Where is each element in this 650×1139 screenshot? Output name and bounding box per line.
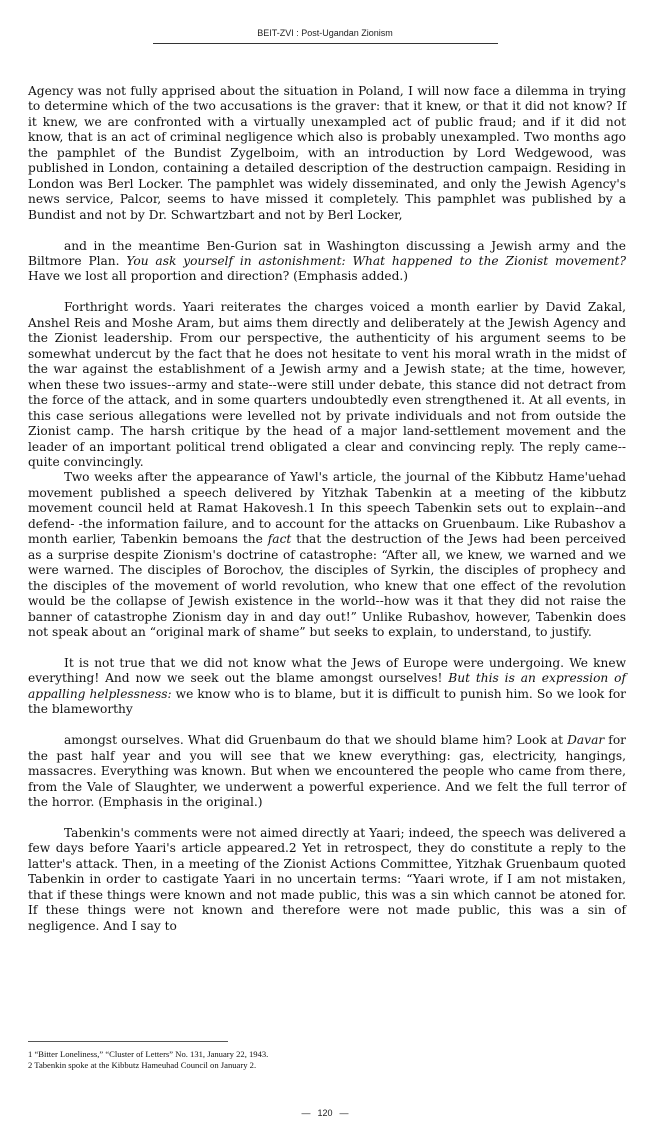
paragraph-3: Forthright words. Yaari reiterates the charges voiced a month earlier by David Zakal, Anshel Reis and Moshe Aram, but aims them directly and deliberately at the Jewish Agency and the Zionist leadership. From our perspective, the authenticity of his argument seems to be somewhat undercut by the fact that he does not hesitate to vent his moral wrath in the midst of the war against the establishment of a Jewish army and a Jewish state; at the time, however, when these two issues--army and state--were still under debate, this stance did not detract from the force of the attack, and in some quarters undoubtedly even strengthened it. At all events, in this case serious allegations were levelled not by private individuals and not from outside the Zionist camp. The harsh critique by the head of a major land-settlement movement and the leader of an important political trend obligated a clear and convincing reply. The reply came--quite convincingly. bbox=[28, 300, 626, 469]
paragraph-4-emphasis: fact bbox=[267, 532, 292, 547]
paragraph-2-text-a: and in the meantime Ben-Gurion sat in Washington discussing a Jewish army and the Biltmore Plan. bbox=[28, 238, 626, 269]
paragraph-4-text-a: Two weeks after the appearance of Yawl's article, the journal of the Kibbutz Hame'uehad movement published a speech delivered by Yitzhak Tabenkin at a meeting of the kibbutz movement council held at Ramat Hakovesh.1 In this speech Tabenkin sets out to explain--and defend- -the information failure, and to account for the attacks on Gruenbaum. Like Rubashov a month earlier, Tabenkin bemoans the bbox=[28, 470, 626, 547]
paragraph-2-emphasis: You ask yourself in astonishment: What happened to the Zionist movement? bbox=[126, 254, 626, 269]
paragraph-6-text-b: for the past half year and you will see that we knew everything: gas, electricity, hangings, massacres. Everything was known. But when we encountered the people who came from there, from the Vale of Slaughter, we underwent a powerful experience. And we felt the full terror of the horror. (Emphasis in the original.) bbox=[28, 733, 626, 810]
paragraph-5 bbox=[28, 656, 626, 718]
paragraph-4-text-b: that the destruction of the Jews had been perceived as a surprise despite Zionism's doctrine of catastrophe: “After all, we knew, we warned and we were warned. The disciples of Borochov, the disciples of Syrkin, the disciples of prophecy and the disciples of the movement of world revolution, who knew that one effect of the revolution would be the collapse of Jewish existence in the world--how was it that they did not raise the banner of catastrophe Zionism day in and day out!” Unlike Rubashov, however, Tabenkin does not speak about an “original mark of shame” but seeks to explain, to understand, to justify. bbox=[28, 532, 626, 639]
footnote-1: 1 “Bitter Loneliness,” “Cluster of Letters” No. 131, January 22, 1943. bbox=[28, 1049, 269, 1059]
paragraph-4 bbox=[28, 470, 626, 640]
page-number-value: 120 bbox=[317, 1108, 333, 1118]
paragraph-2 bbox=[28, 239, 626, 285]
paragraph-5-text-a: It is not true that we did not know what the Jews of Europe were undergoing. We knew everything! And now we seek out the blame amongst ourselves! bbox=[28, 655, 626, 686]
footnote-2: 2 Tabenkin spoke at the Kibbutz Hameuhad Council on January 2. bbox=[28, 1059, 257, 1070]
paragraph-6-text-a: amongst ourselves. What did Gruenbaum do that we should blame him? Look at bbox=[64, 733, 568, 748]
paragraph-6 bbox=[28, 733, 626, 810]
paragraph-2-text-b: Have we lost all proportion and direction? (Emphasis added.) bbox=[28, 269, 409, 284]
paragraph-5-emphasis: But this is an expression of appalling helplessness: bbox=[28, 671, 626, 701]
body-text bbox=[28, 84, 626, 934]
page-number-dash-right: — bbox=[339, 1108, 349, 1118]
running-header: BEIT-ZVI : Post-Ugandan Zionism bbox=[257, 28, 393, 38]
paragraph-6-emphasis: Davar bbox=[567, 733, 605, 748]
footnote-rule bbox=[28, 1041, 228, 1042]
paragraph-5-text-b: we know who is to blame, but it is difficult to punish him. So we look for the blameworthy bbox=[28, 686, 626, 717]
footnotes bbox=[28, 1049, 626, 1070]
page-number-dash-left: — bbox=[301, 1108, 311, 1118]
header-rule bbox=[153, 43, 498, 44]
paragraph-7: Tabenkin's comments were not aimed directly at Yaari; indeed, the speech was delivered a few days before Yaari's article appeared.2 Yet in retrospect, they do constitute a reply to the latter's attack. Then, in a meeting of the Zionist Actions Committee, Yitzhak Gruenbaum quoted Tabenkin in order to castigate Yaari in no uncertain terms: “Yaari wrote, if I am not mistaken, that if these things were known and not made public, this was a sin which cannot be atoned for. If these things were not known and therefore were not made public, this was a sin of negligence. And I say to bbox=[28, 825, 626, 933]
paragraph-1: Agency was not fully apprised about the situation in Poland, I will now face a dilemma in trying to determine which of the two accusations is the graver: that it knew, or that it did not know? If it knew, we are confronted with a virtually unexampled act of public fraud; and if it did not know, that is an act of criminal negligence which also is probably unexampled. Two months ago the pamphlet of the Bundist Zygelboim, with an introduction by Lord Wedgewood, was published in London, containing a detailed description of the destruction campaign. Residing in London was Berl Locker. The pamphlet was widely disseminated, and only the Jewish Agency's news service, Palcor, seems to have missed it completely. This pamphlet was published by a Bundist and not by Dr. Schwartzbart and not by Berl Locker, bbox=[28, 84, 626, 222]
page-number bbox=[0, 1108, 650, 1118]
